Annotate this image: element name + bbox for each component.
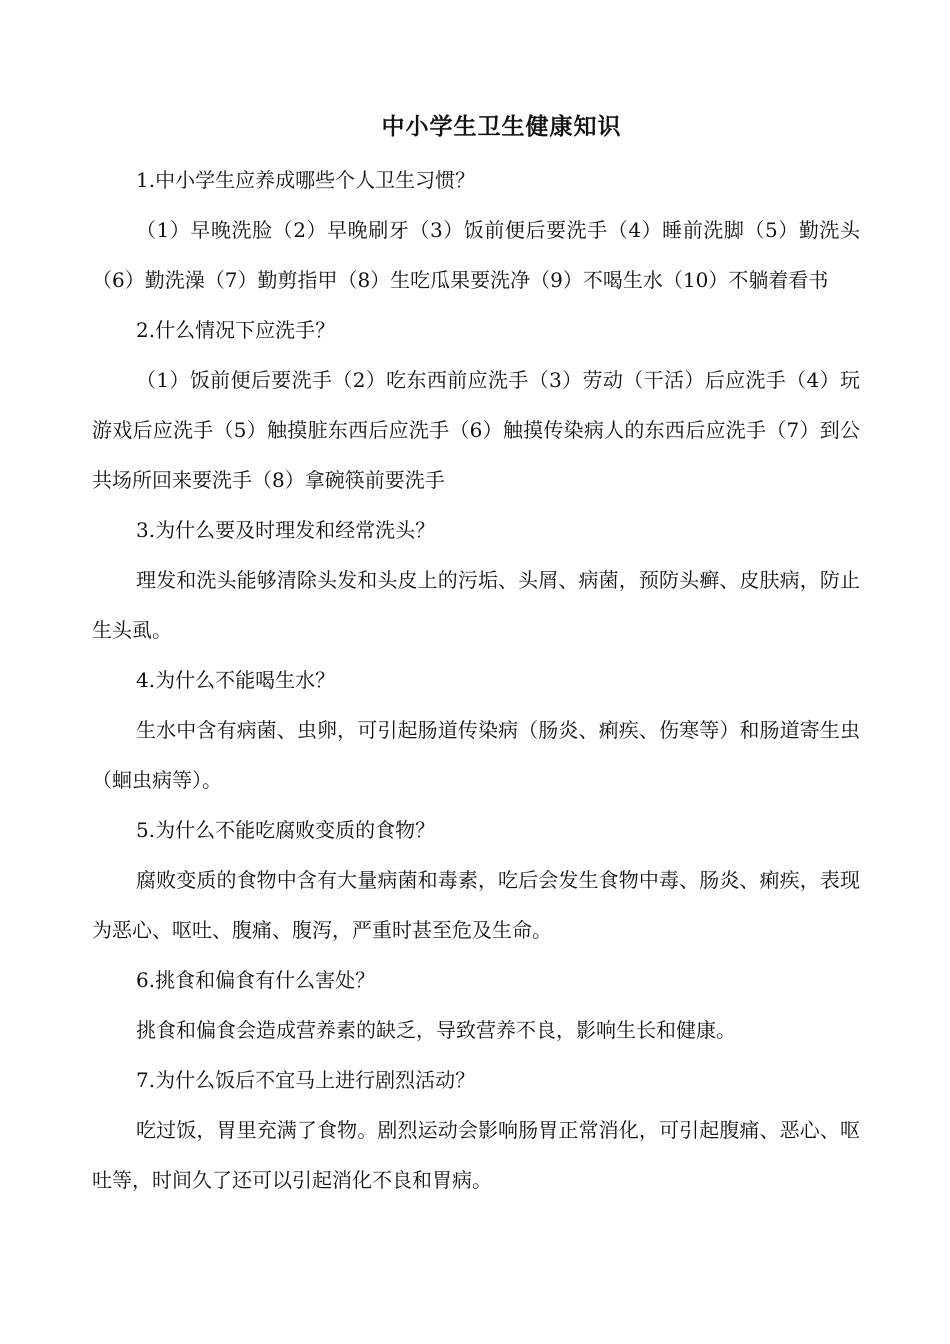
- document-body: [92, 155, 860, 1205]
- answer-3: 理发和洗头能够清除头发和头皮上的污垢、头屑、病菌，预防头癣、皮肤病，防止生头虱。: [92, 568, 860, 642]
- answer-5: 腐败变质的食物中含有大量病菌和毒素，吃后会发生食物中毒、肠炎、痢疾，表现为恶心、呕吐、腹痛、腹泻，严重时甚至危及生命。: [92, 868, 860, 942]
- document-title: 中小学生卫生健康知识: [381, 114, 622, 140]
- question-5: 5.为什么不能吃腐败变质的食物？: [136, 818, 436, 842]
- question-2: 2.什么情况下应洗手？: [136, 318, 336, 342]
- answer-2: （1）饭前便后要洗手（2）吃东西前应洗手（3）劳动（干活）后应洗手（4）玩游戏后应洗手（5）触摸脏东西后应洗手（6）触摸传染病人的东西后应洗手（7）到公共场所回来要洗手（8）拿碗筷前要洗手: [92, 368, 860, 492]
- question-4: 4.为什么不能喝生水？: [136, 668, 336, 692]
- question-6: 6.挑食和偏食有什么害处？: [136, 968, 376, 992]
- answer-4: 生水中含有病菌、虫卵，可引起肠道传染病（肠炎、痢疾、伤寒等）和肠道寄生虫（蛔虫病等）。: [92, 718, 860, 792]
- answer-6: 挑食和偏食会造成营养素的缺乏，导致营养不良，影响生长和健康。: [136, 1018, 736, 1042]
- question-1: 1.中小学生应养成哪些个人卫生习惯？: [136, 168, 476, 192]
- question-7: 7.为什么饭后不宜马上进行剧烈活动？: [136, 1068, 476, 1092]
- answer-7: 吃过饭，胃里充满了食物。剧烈运动会影响肠胃正常消化，可引起腹痛、恶心、呕吐等，时间久了还可以引起消化不良和胃病。: [92, 1118, 860, 1192]
- question-3: 3.为什么要及时理发和经常洗头？: [136, 518, 436, 542]
- answer-1: （1）早晚洗脸（2）早晚刷牙（3）饭前便后要洗手（4）睡前洗脚（5）勤洗头（6）勤洗澡（7）勤剪指甲（8）生吃瓜果要洗净（9）不喝生水（10）不躺着看书: [92, 218, 860, 292]
